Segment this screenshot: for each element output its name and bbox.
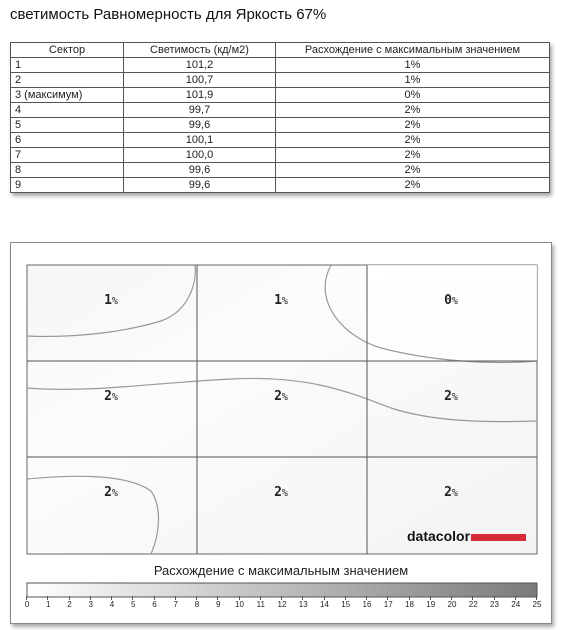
scale-tick-text: 12: [277, 600, 287, 609]
scale-tick-mark: [111, 596, 112, 600]
luminance-cell: 100,7: [124, 73, 276, 88]
scale-tick-labels: [24, 600, 542, 616]
table-row: [11, 163, 550, 178]
scale-tick-mark: [175, 596, 176, 600]
scale-tick-mark: [409, 596, 410, 600]
scale-tick-label: [357, 600, 377, 609]
scale-tick-label: [17, 600, 37, 609]
table-row: [11, 133, 550, 148]
sector-4-value: 2: [104, 389, 112, 404]
scale-tick-mark: [472, 596, 473, 600]
scale-tick-label: [123, 600, 143, 609]
luminance-cell: 99,6: [124, 163, 276, 178]
scale-tick-text: 2: [67, 600, 72, 609]
table-header-row: [11, 43, 550, 58]
deviation-cell: 1%: [276, 58, 550, 73]
table-row: [11, 178, 550, 193]
sector-1-value: 1: [104, 293, 112, 308]
scale-tick-label: [60, 600, 80, 609]
logo-bar: [471, 534, 526, 541]
table-row: [11, 73, 550, 88]
luminance-cell: 99,6: [124, 178, 276, 193]
scale-tick-text: 5: [131, 600, 136, 609]
scale-tick-text: 16: [362, 600, 372, 609]
sector-8-deviation: [261, 485, 301, 500]
sector-5-deviation: [261, 389, 301, 404]
uniformity-table: [10, 42, 550, 193]
scale-tick-label: [187, 600, 207, 609]
scale-tick-mark: [239, 596, 240, 600]
sector-4-unit: %: [111, 392, 118, 403]
scale-tick-text: 24: [511, 600, 521, 609]
scale-tick-text: 6: [152, 600, 157, 609]
deviation-cell: 2%: [276, 133, 550, 148]
scale-tick-mark: [536, 596, 537, 600]
scale-tick-label: [166, 600, 186, 609]
scale-tick-mark: [494, 596, 495, 600]
luminance-cell: 101,2: [124, 58, 276, 73]
sector-6-value: 2: [444, 389, 452, 404]
datacolor-logo: [407, 528, 527, 544]
scale-tick-label: [463, 600, 483, 609]
scale-tick-text: 11: [256, 600, 265, 609]
scale-tick-label: [81, 600, 101, 609]
scale-tick-mark: [196, 596, 197, 600]
scale-tick-mark: [26, 596, 27, 600]
scale-tick-label: [400, 600, 420, 609]
scale-tick-label: [442, 600, 462, 609]
deviation-scale-bar: [27, 583, 537, 597]
scale-tick-label: [230, 600, 250, 609]
table-row: [11, 58, 550, 73]
table-row: [11, 103, 550, 118]
luminance-cell: 99,7: [124, 103, 276, 118]
sector-6-unit: %: [451, 392, 458, 403]
logo-text: datacolor: [407, 528, 471, 544]
deviation-cell: 0%: [276, 88, 550, 103]
scale-tick-label: [315, 600, 335, 609]
scale-tick-label: [38, 600, 58, 609]
table-row: [11, 148, 550, 163]
sector-9-value: 2: [444, 485, 452, 500]
sector-1-unit: %: [111, 296, 118, 307]
sector-6-deviation: [431, 389, 471, 404]
sector-8-unit: %: [281, 488, 288, 499]
sector-1-deviation: [91, 293, 131, 308]
sector-8-value: 2: [274, 485, 282, 500]
sector-3-unit: %: [451, 296, 458, 307]
scale-tick-mark: [132, 596, 133, 600]
scale-tick-mark: [281, 596, 282, 600]
sector-cell: 4: [11, 103, 124, 118]
scale-tick-text: 3: [88, 600, 93, 609]
scale-tick-text: 13: [298, 600, 308, 609]
deviation-cell: 2%: [276, 148, 550, 163]
map-zone-top-right: [367, 265, 537, 361]
sector-cell: 5: [11, 118, 124, 133]
scale-tick-label: [336, 600, 356, 609]
uniformity-map-panel: [10, 242, 552, 624]
scale-tick-text: 15: [341, 600, 351, 609]
scale-tick-label: [145, 600, 165, 609]
sector-7-unit: %: [111, 488, 118, 499]
column-header-sector: Сектор: [11, 43, 124, 58]
sector-2-unit: %: [281, 296, 288, 307]
sector-cell: 8: [11, 163, 124, 178]
luminance-cell: 99,6: [124, 118, 276, 133]
scale-tick-text: 8: [194, 600, 200, 609]
scale-tick-text: 7: [173, 600, 178, 609]
scale-tick-text: 9: [216, 600, 221, 609]
scale-tick-mark: [451, 596, 452, 600]
deviation-cell: 2%: [276, 178, 550, 193]
scale-tick-label: [251, 600, 271, 609]
scale-tick-label: [485, 600, 505, 609]
sector-3-deviation: [431, 293, 471, 308]
sector-2-deviation: [261, 293, 301, 308]
sector-3-value: 0: [444, 293, 452, 308]
scale-tick-label: [272, 600, 292, 609]
sector-9-unit: %: [451, 488, 458, 499]
scale-tick-mark: [154, 596, 155, 600]
scale-tick-label: [421, 600, 441, 609]
deviation-cell: 1%: [276, 73, 550, 88]
deviation-cell: 2%: [276, 163, 550, 178]
sector-7-value: 2: [104, 485, 112, 500]
sector-cell: 6: [11, 133, 124, 148]
sector-7-deviation: [91, 485, 131, 500]
scale-tick-text: 14: [320, 600, 329, 609]
scale-tick-label: [208, 600, 228, 609]
luminance-cell: 101,9: [124, 88, 276, 103]
scale-tick-mark: [515, 596, 516, 600]
luminance-cell: 100,1: [124, 133, 276, 148]
scale-tick-label: [102, 600, 122, 609]
sector-5-unit: %: [281, 392, 288, 403]
scale-title: Расхождение с максимальным значением: [153, 563, 409, 578]
scale-tick-mark: [345, 596, 346, 600]
deviation-cell: 2%: [276, 118, 550, 133]
scale-tick-label: [293, 600, 313, 609]
scale-tick-text: 0: [24, 600, 30, 609]
deviation-cell: 2%: [276, 103, 550, 118]
scale-tick-mark: [387, 596, 388, 600]
column-header-deviation: Расхождение с максимальным значением: [276, 43, 550, 58]
scale-tick-mark: [366, 596, 367, 600]
sector-cell: 7: [11, 148, 124, 163]
sector-cell: 2: [11, 73, 124, 88]
scale-tick-mark: [324, 596, 325, 600]
sector-4-deviation: [91, 389, 131, 404]
scale-tick-text: 25: [532, 600, 542, 609]
sector-cell: 9: [11, 178, 124, 193]
scale-tick-mark: [260, 596, 261, 600]
scale-tick-text: 19: [426, 600, 436, 609]
scale-tick-text: 20: [447, 600, 457, 609]
scale-tick-mark: [217, 596, 218, 600]
sector-2-value: 1: [274, 293, 282, 308]
scale-tick-text: 22: [468, 600, 478, 609]
scale-tick-mark: [430, 596, 431, 600]
scale-tick-text: 1: [46, 600, 51, 609]
page-title: светимость Равномерность для Яркость 67%: [10, 6, 327, 23]
sector-cell: 3 (максимум): [11, 88, 124, 103]
scale-tick-text: 23: [490, 600, 499, 609]
luminance-cell: 100,0: [124, 148, 276, 163]
sector-5-value: 2: [274, 389, 282, 404]
scale-tick-mark: [47, 596, 48, 600]
scale-tick-text: 18: [405, 600, 414, 609]
scale-tick-mark: [90, 596, 91, 600]
scale-tick-mark: [302, 596, 303, 600]
scale-tick-text: 4: [109, 600, 115, 609]
scale-tick-text: 17: [383, 600, 393, 609]
uniformity-table-container: [10, 42, 550, 193]
sector-cell: 1: [11, 58, 124, 73]
scale-tick-mark: [69, 596, 70, 600]
scale-tick-label: [506, 600, 526, 609]
scale-tick-text: 10: [235, 600, 244, 609]
table-row: [11, 88, 550, 103]
scale-tick-label: [378, 600, 398, 609]
table-row: [11, 118, 550, 133]
column-header-luminance: Светимость (кд/м2): [124, 43, 276, 58]
sector-9-deviation: [431, 485, 471, 500]
scale-tick-label: [527, 600, 547, 609]
